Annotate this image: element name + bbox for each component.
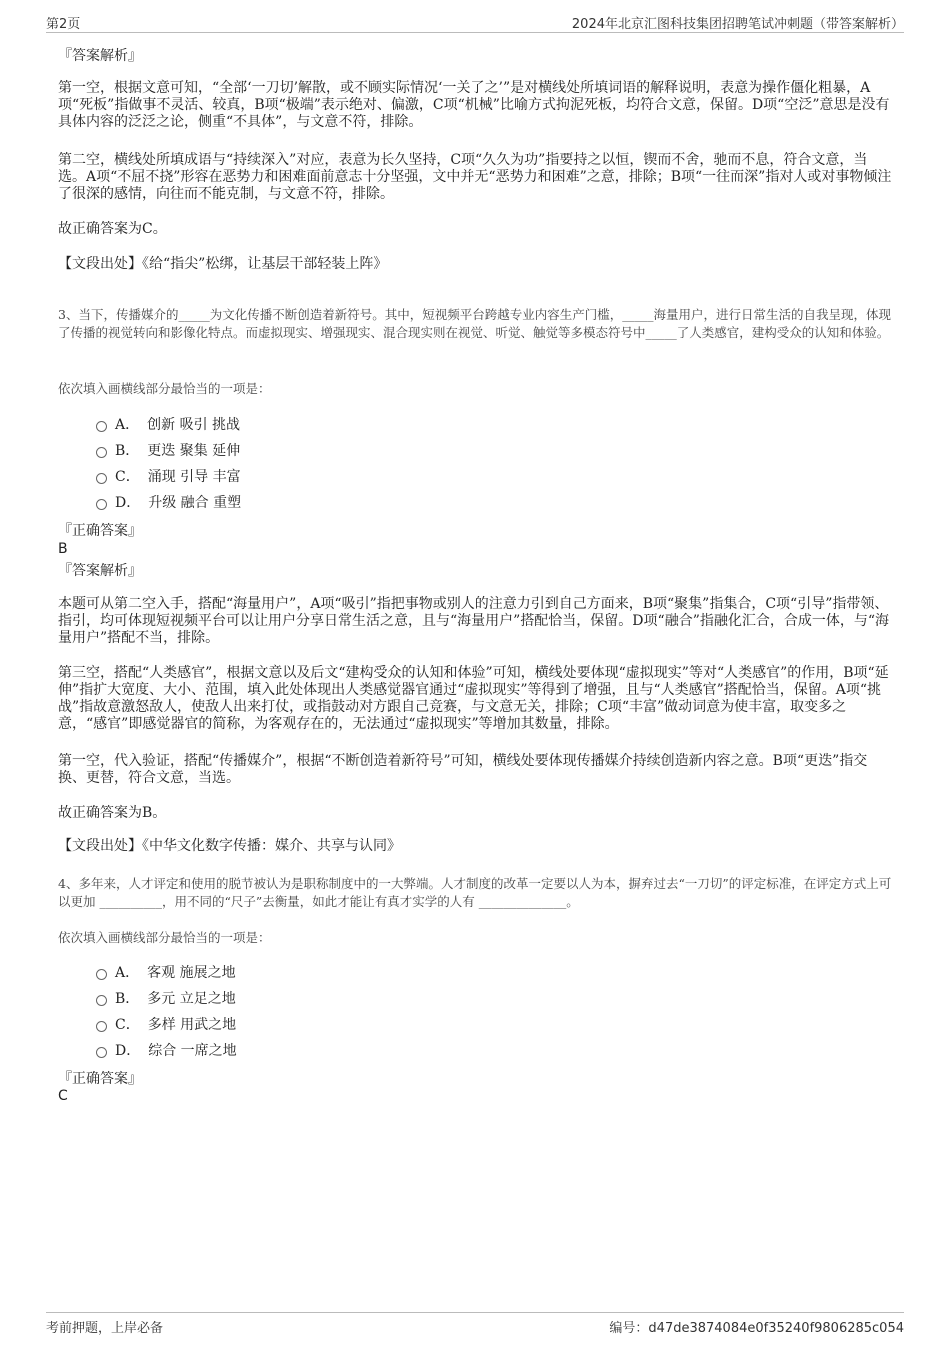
radio-icon[interactable] (96, 969, 107, 980)
q2-analysis-paragraph-1: 第一空，根据文意可知，“全部‘一刀切’解散，或不顾实际情况‘一关了之’”是对横线处所填词语的解释说明，表意为操作僵化粗暴，A项“死板”指做事不灵活、较真，B项“极端”表示绝对、偏激，C项“机械”比喻方式拘泥死板，均符合文意，保留。D项“空泛”意思是没有具体内容的泛泛之论，侧重“不具体”，与文意不符，排除。 (58, 80, 890, 130)
q4-correct-answer: C (58, 1088, 68, 1104)
q3-analysis-paragraph-1: 本题可从第二空入手，搭配“海量用户”，A项“吸引”指把事物或别人的注意力引到自己方面来，B项“聚集”指集合，C项“引导”指带领、指引，均可体现短视频平台可以让用户分享日常生活之意，且与“海量用户”搭配恰当，保留。D项“融合”指融化汇合，合成一体，与“海量用户”搭配不当，排除。 (58, 596, 890, 646)
q4-prompt: 依次填入画横线部分最恰当的一项是： (58, 930, 271, 945)
q3-conclusion: 故正确答案为B。 (58, 805, 167, 821)
q3-prompt: 依次填入画横线部分最恰当的一项是： (58, 381, 271, 396)
q4-option-b[interactable]: B． 多元 立足之地 (96, 989, 236, 1009)
radio-icon[interactable] (96, 499, 107, 510)
q3-option-a[interactable]: A． 创新 吸引 挑战 (96, 415, 240, 435)
q3-option-b[interactable]: B． 更迭 聚集 延伸 (96, 441, 240, 461)
q4-option-a[interactable]: A． 客观 施展之地 (96, 963, 236, 983)
q3-source: 【文段出处】《中华文化数字传播：媒介、共享与认同》 (58, 838, 401, 854)
q2-analysis-label: 『答案解析』 (58, 48, 142, 64)
q4-option-d[interactable]: D． 综合 一席之地 (96, 1041, 237, 1061)
radio-icon[interactable] (96, 995, 107, 1006)
page-number: 第2页 (46, 17, 81, 32)
radio-icon[interactable] (96, 473, 107, 484)
document-code: 编号：d47de3874084e0f35240f9806285c054 (609, 1321, 904, 1336)
q2-source: 【文段出处】《给“指尖”松绑，让基层干部轻装上阵》 (58, 256, 388, 272)
q3-stem: 3、当下，传播媒介的_____为文化传播不断创造着新符号。其中，短视频平台跨越专业内容生产门槛，_____海量用户，进行日常生活的自我呈现，体现了传播的视觉转向和影像化特点。而虚拟现实、增强现实、混合现实则在视觉、听觉、触觉等多模态符号中_____了人类感官，建构受众的认知和体验。 (58, 307, 891, 340)
q3-analysis-label: 『答案解析』 (58, 563, 142, 579)
q3-correct-answer: B (58, 541, 68, 557)
q3-option-c[interactable]: C． 涌现 引导 丰富 (96, 467, 241, 487)
q4-correct-label: 『正确答案』 (58, 1071, 142, 1087)
footer-note: 考前押题，上岸必备 (46, 1321, 164, 1336)
q2-analysis-paragraph-2: 第二空，横线处所填成语与“持续深入”对应，表意为长久坚持，C项“久久为功”指要持之以恒，锲而不舍，驰而不息，符合文意，当选。A项“不屈不挠”形容在恶势力和困难面前意志十分坚强，文中并无“恶势力和困难”之意，排除；B项“一往而深”指对人或对事物倾注了很深的感情，向往而不能克制，与文意不符，排除。 (58, 152, 892, 202)
q3-analysis-paragraph-2: 第三空，搭配“人类感官”，根据文意以及后文“建构受众的认知和体验”可知，横线处要体现“虚拟现实”等对“人类感官”的作用，B项“延伸”指扩大宽度、大小、范围，填入此处体现出人类感觉器官通过“虚拟现实”等得到了增强，且与“人类感官”搭配恰当，保留。A项“挑战”指故意激怒敌人，使敌人出来打仗，或指鼓动对方跟自己竞赛，与文意无关，排除；C项“丰富”做动词意为使丰富，取变多之意，“感官”即感觉器官的简称，为客观存在的，无法通过“虚拟现实”等增加其数量，排除。 (58, 665, 889, 732)
q3-option-d[interactable]: D． 升级 融合 重塑 (96, 493, 241, 513)
q3-correct-label: 『正确答案』 (58, 523, 142, 539)
radio-icon[interactable] (96, 1047, 107, 1058)
page-footer (46, 1312, 904, 1335)
radio-icon[interactable] (96, 1021, 107, 1032)
q2-conclusion: 故正确答案为C。 (58, 221, 167, 237)
radio-icon[interactable] (96, 421, 107, 432)
page-header (46, 10, 904, 33)
q4-option-c[interactable]: C． 多样 用武之地 (96, 1015, 236, 1035)
radio-icon[interactable] (96, 447, 107, 458)
q3-analysis-paragraph-3: 第一空，代入验证，搭配“传播媒介”，根据“不断创造着新符号”可知，横线处要体现传播媒介持续创造新内容之意。B项“更迭”指交换、更替，符合文意，当选。 (58, 753, 868, 786)
document-title: 2024年北京汇图科技集团招聘笔试冲刺题（带答案解析） (571, 17, 904, 32)
q4-stem: 4、多年来，人才评定和使用的脱节被认为是职称制度中的一大弊端。人才制度的改革一定要以人为本，摒弃过去“一刀切”的评定标准，在评定方式上可以更加 __________，用不同的“尺子”去衡量，如此才能让有真才实学的人有 ______________。 (58, 876, 892, 909)
